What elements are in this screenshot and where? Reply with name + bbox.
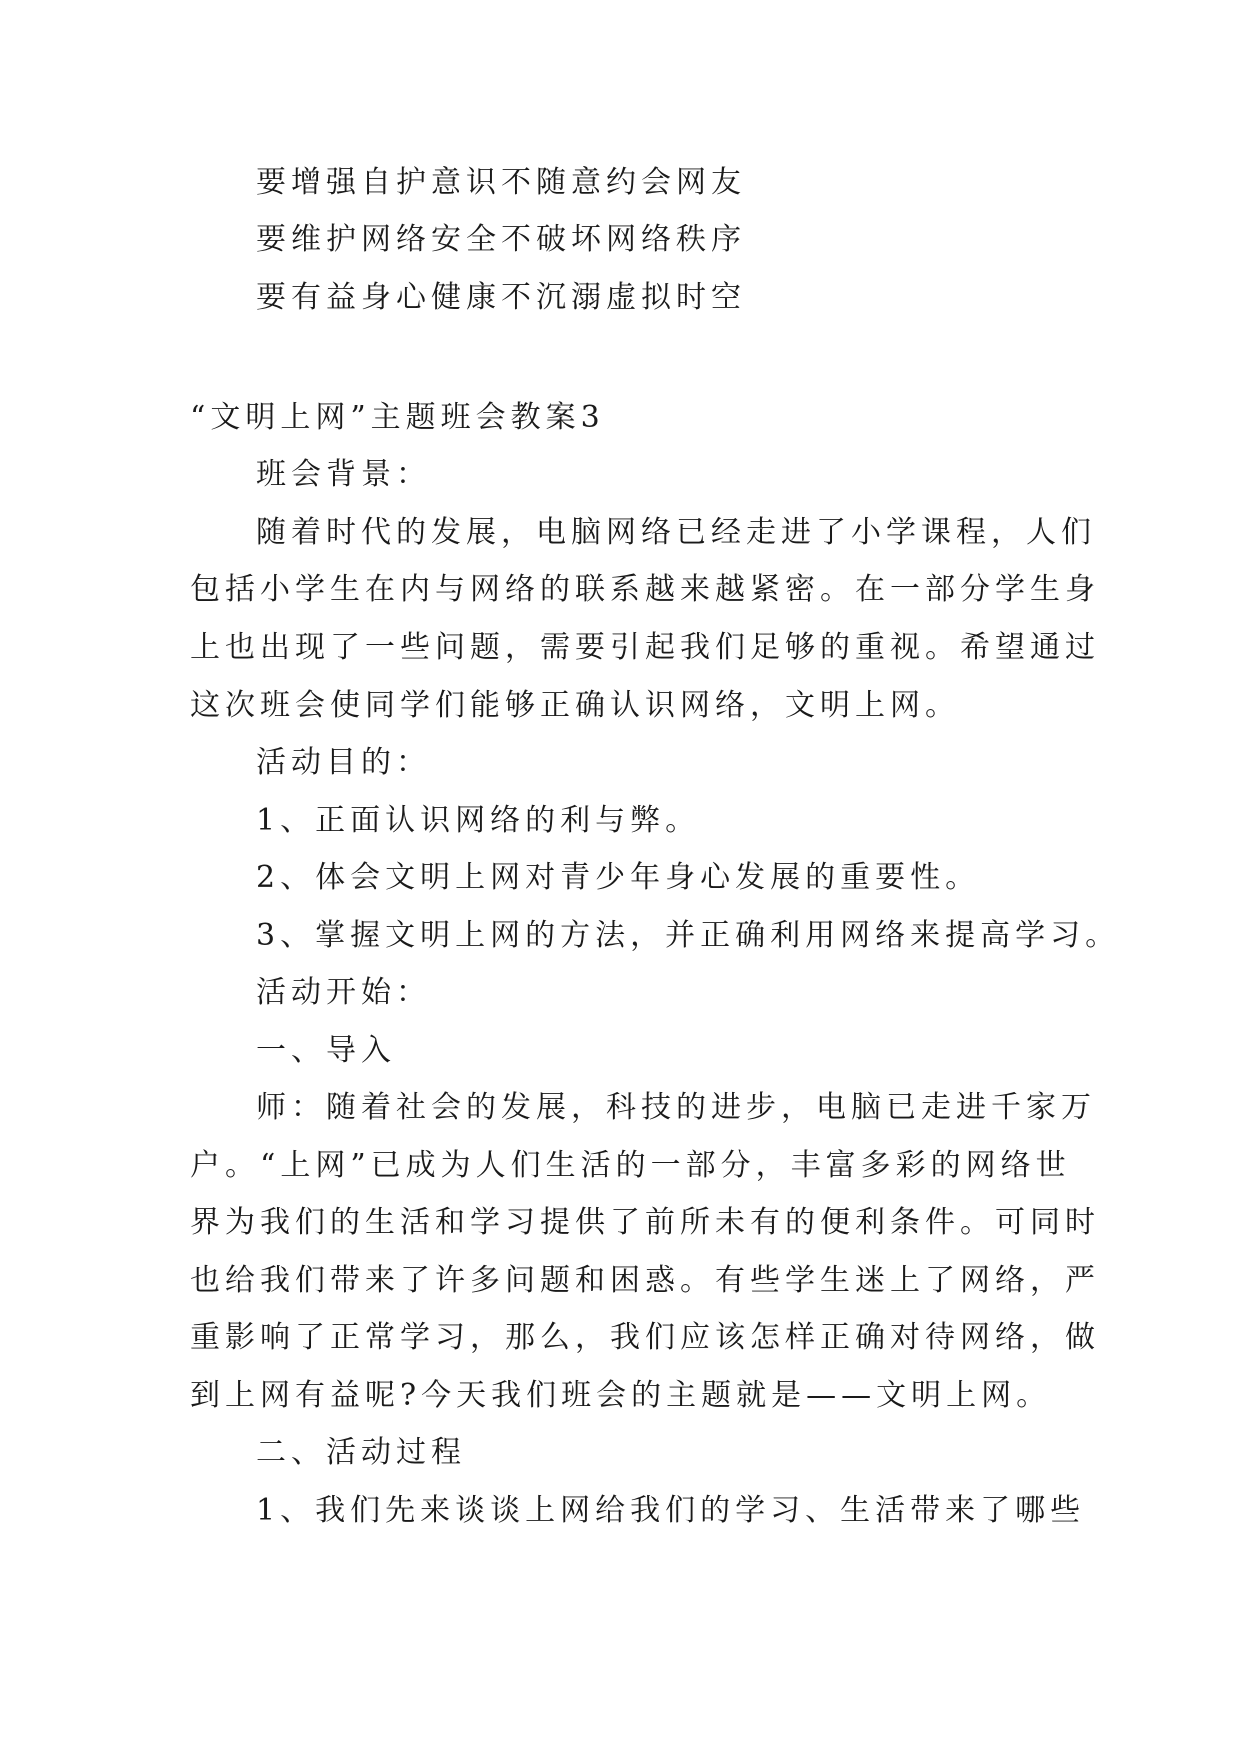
background-heading: 班会背景： (256, 457, 431, 492)
paragraph-line: 重影响了正常学习，那么，我们应该怎样正确对待网络，做 (190, 1320, 1100, 1355)
paragraph-line: 到上网有益呢?今天我们班会的主题就是——文明上网。 (190, 1378, 1052, 1413)
paragraph-line: 户。“上网”已成为人们生活的一部分，丰富多彩的网络世 (190, 1148, 1071, 1183)
paragraph-line: 这次班会使同学们能够正确认识网络，文明上网。 (190, 688, 960, 723)
paragraph-line: 上也出现了一些问题，需要引起我们足够的重视。希望通过 (190, 630, 1100, 665)
slogan-line: 要维护网络安全不破坏网络秩序 (256, 222, 746, 257)
intro-heading: 一、导入 (256, 1033, 396, 1068)
section-title: “文明上网”主题班会教案3 (190, 400, 605, 435)
paragraph-line: 师：随着社会的发展，科技的进步，电脑已走进千家万 (256, 1090, 1096, 1125)
paragraph-line: 包括小学生在内与网络的联系越来越紧密。在一部分学生身 (190, 572, 1100, 607)
slogan-line: 要增强自护意识不随意约会网友 (256, 165, 746, 200)
purpose-item: 3、掌握文明上网的方法，并正确利用网络来提高学习。 (256, 918, 1121, 953)
start-heading: 活动开始： (256, 975, 431, 1010)
purpose-item: 2、体会文明上网对青少年身心发展的重要性。 (256, 860, 981, 895)
paragraph-line: 界为我们的生活和学习提供了前所未有的便利条件。可同时 (190, 1205, 1100, 1240)
slogan-line: 要有益身心健康不沉溺虚拟时空 (256, 280, 746, 315)
purpose-heading: 活动目的： (256, 745, 431, 780)
process-heading: 二、活动过程 (256, 1435, 466, 1470)
purpose-item: 1、正面认识网络的利与弊。 (256, 803, 701, 838)
paragraph-line: 随着时代的发展，电脑网络已经走进了小学课程，人们 (256, 515, 1096, 550)
paragraph-line: 1、我们先来谈谈上网给我们的学习、生活带来了哪些 (256, 1493, 1086, 1528)
paragraph-line: 也给我们带来了许多问题和困惑。有些学生迷上了网络，严 (190, 1263, 1100, 1298)
